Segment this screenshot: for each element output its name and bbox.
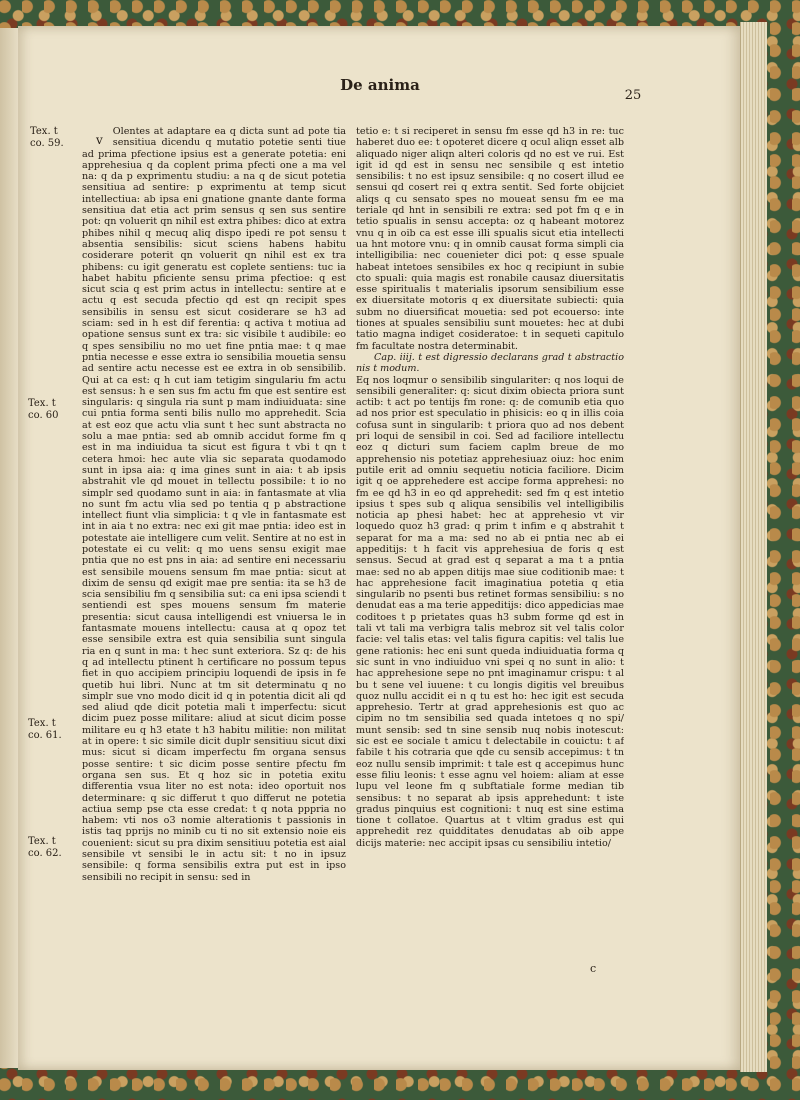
margin-note-text-61: Tex. t co. 61. — [28, 718, 62, 741]
right-text-column — [356, 126, 624, 968]
margin-note-text-59: Tex. t co. 59. — [30, 126, 64, 149]
left-column-text: Olentes at adaptare ea q dicta sunt ad pote tia sensitiua dicendu q mutatio potetie senti tiue ad prima pfectione ipsius est a generate potetia: eni apprehesiua q da coplent prima pfecti one a ma vel na: q da p exprimentu studiu: a na q de sicut potetia sensitiua ad sentire: p exprimentu at temp sicut intellectiua: ab ipsa eni gnatione gnante dante forma sensitiua dat etia act prim sensus q sen sus sentire pot: qn voluerit qn nihil est extra phibes: dico at extra phibes nihil q mecuq aliq dispo ipedi re pot sensu t absentia sensibilis: sicut sciens habens habitu cosiderare poterit qn voluerit qn nihil est ex tra phibens: cu igit generatu est coplete sentiens: tuc ia habet habitu pficiente sensu prima pfectioe: q est sicut scia q est prim actus in intellectu: sentire at e actu q est secuda pfectio qd est qn recipit spes sensibilis in sensu est sicut cosiderare se h3 ad sciam: sed in h est dif ferentia: q activa t motiua ad opatione sensus sunt ex tra: sic visibile t audibile: eo q spes sensibiliu no mo uet fine pntia mae: t q mae pntia necesse e esse extra io sensibilia mouetia sensu ad sentire actu necesse est ee extra in ob sensibilib. Qui at ca est: q h cut iam tetigim singulariu fm actu est sensus: h e sen sus fm actu fm que est sentire est singularis: q singula ria sunt p mam indiuiduata: sine cui pntia forma senti bilis nullo mo apprehedit. Scia at est eoz que actu vlia sunt t hec sunt abstracta no solu a mae pntia: sed ab omnib accidut forme fm q est in ma indiuidua ta sicut est figura t vbi t qn t cetera hmoi: hec aute vlia sic separata quodamodo sunt in ipsa aia: q ima gines sunt in aia: t ab ipsis abstrahit vle qd mouet in tellectu possibile: t io no simplr sed quodamo sunt in aia: in fantasmate at vlia no sunt fm actu vlia sed po tentia q p abstractione intellect fiunt vlia simplicia: t q vle in fantasmate est int in aia t no extra: nec exi git mae pntia: ideo est in potestate aie intelligere cum velit. Sentire at no est in potestate ei cu velit: q mo uens sensu exigit mae pntia que no est pns in aia: ad sentire eni necessariu est sensibile mouens sensum fm mae pntia: sicut at dixim de sensu qd exigit mae pre sentia: ita se h3 de scia sensibiliu fm q sensibilia sut: ca eni ipsa sciendi t sentiendi est spes mouens sensum fm materie presentia: sicut causa intelligendi est vniuersa le in fantasmate mouens intellectu: causa at q opoz tet esse sensibile extra est quia sensibilia sunt singula ria en q sunt in ma: t hec sunt exteriora. Sz q: de his q ad intellectu ptinent h certificare no possum tepus fiet in quo accipiem principiu loquendi de ipsis in fe quetib hui libri. Nunc at tm sit determinatu q no simplr sue vno modo dicit id q in potentia dicit ali qd sed aliud qde dicit potetia mali t imperfectu: sicut dicim puez posse militare: aliud at sicut dicim posse militare eu q h3 etate t h3 habitu militie: non militat at in opere: t sic simile dicit duplr sensitiuu sicut dixi mus: sicut si dicam imperfectu fm organa sensus posse sentire: t sic dicim posse sentire pfectu fm organa sen sus. Et q hoz sic in potetia exitu differentia vsua liter no est nota: ideo oportuit nos determinare: q sic differut t quo differut ne potetia actiua semp pse cta esse credat: t q nota pppria no habem: vti nos o3 nomie alterationis t passionis in istis taq pprijs no minib cu ti no sit extensio noie eis couenient: sicut su pra dixim sensitiuu potetia est aial sensibile vt sensibi le in actu sit: t no in ipsuz sensibile: q forma sensibilis extra put est in ipso sensibili no recipit in sensu: sed in — [82, 126, 346, 883]
chapter-heading: Cap. iiij. t est digressio declarans grad t abstractio nis t modum. — [356, 351, 624, 375]
page-fore-edge — [740, 22, 767, 1072]
margin-note-text-62: Tex. t co. 62. — [28, 836, 62, 859]
page-number: 25 — [624, 88, 642, 103]
catchword: c — [590, 962, 597, 975]
left-text-column — [82, 126, 346, 976]
right-column-paragraph-1: tetio e: t si reciperet in sensu fm esse qd h3 in re: tuc haberet duo ee: t opoteret dicere q ocul aliqn esset alb aliquado niger aliqn alteri coloris qd no est ve rui. Est igit id qd est in sensu nec sensibile q est intetio sensibilis: t no est ipsuz sensibile: q no cosert illud ee sensui qd cosert rei q extra sentit. Sed forte obijciet aliqs q cu sensato spes no moueat sensu fm ee ma teriale qd hnt in sensibili re extra: sed pot fm q e in tetio spualis in sensu accepta: oz q habeant motorez vnu q in oib ca est esse illi spualis sicut etia intellecti ua hnt motore vnu: q in omnib causat forma simpli cia intelligibilia: nec couenieter dici pot: q esse spuale habeat intetoes sensibiles ex hoc q recipiunt in subie cto spuali: quia magis est ronabile causaz diuersitatis esse spiritualis t materialis ipsorum sensibilium esse ex diuersitate motoris q ex diuersitate subiecti: quia subm no diuersificat mouetia: sed pot ecouerso: inte tiones at spuales sensibiliu sunt mouetes: hec at dubi tatio magna indiget cosideratoe: t in sequeti capitulo fm facultate nostra determinabit. — [356, 126, 624, 352]
initial-letter: v — [96, 133, 103, 147]
running-head: De anima — [340, 76, 420, 94]
right-column-paragraph-2: Eq nos loqmur o sensibilib singulariter: q nos loqui de sensibili generaliter: q: sicut dixim obiecta priora sunt actib: t act po tentijs fm rone: q: de comunib etia quo ad nos prior est speculatio in phisicis: eo q in illis coia cofusa sunt in singularib: t priora quo ad nos debent pri loqui de sensibil in coi. Sed ad faciliore intellectu eoz q dicturi sum faciem caplm breue de mo apprehensio nis potetiaz apprehesiuaz oiuz: hoc enim putile erit ad omniu sequetiu noticia faciliore. Dicim igit q oe apprehedere est accipe forma apprehesi: no fm ee qd h3 in eo qd apprehedit: sed fm q est intetio ipsius t spes sub q aliqua sensibilis vel intelligibilis noticia ap phesi habet: hec at apprehesio vt vir loquedo quoz h3 grad: q prim t infim e q abstrahit t separat for ma a ma: sed no ab ei pntia nec ab ei appeditijs: t h facit vis apprehesiua de foris q est sensus. Secud at grad est q separat a ma t a pntia mae: sed no ab appen ditijs mae siue coditionib mae: t hac apprehesione facit imaginatiua potetia q etia singularib no psenti bus retinet formas sensibiliu: s no denudat eas a ma terie appeditijs: dico appedicias mae coditoes t p prietates quas h3 subm forme qd est in tali vt tali ma verbigra talis mebroz sit vel talis color facie: vel talis etas: vel talis figura capitis: vel talis lue gene rationis: hec eni sunt queda indiuiduatia forma q sic sunt in vno indiuiduo vni spei q no sunt in alio: t hac apprehesione sepe no pnt imaginamur crispu: t al bu t sene vel iuuene: t cu longis digitis vel breuibus quoz nullu accidit ei n q tu est ho: hec igit est secuda apprehesio. Tertr at grad apprehesionis est quo ac cipim no tm sensibilia sed quada intetoes q no spi/ munt sensib: sed tn sine sensib nuq nobis inotescut: sic est ee sociale t amicu t delectabile in couictu: t af fabile t his cotraria que qde cu sensib accepimus: t tn eoz nullu sensib imprimit: t tale est q accepimus hunc esse filiu leonis: t esse agnu vel hoiem: aliam at esse lupu vel leone fm q subftatiale forme median tib sensibus: t no separat ab ipsis apprehedunt: t iste gradus pinquius est cognitioni: t nuq est sine estima tione t collatoe. Quartus at t vltim gradus est qui apprehedit rez quidditates denudatas ab oib appe dicijs materie: nec accipit ipsas cu sensibiliu intetio/ — [356, 374, 624, 849]
margin-note-text-60: Tex. t co. 60 — [28, 398, 59, 421]
